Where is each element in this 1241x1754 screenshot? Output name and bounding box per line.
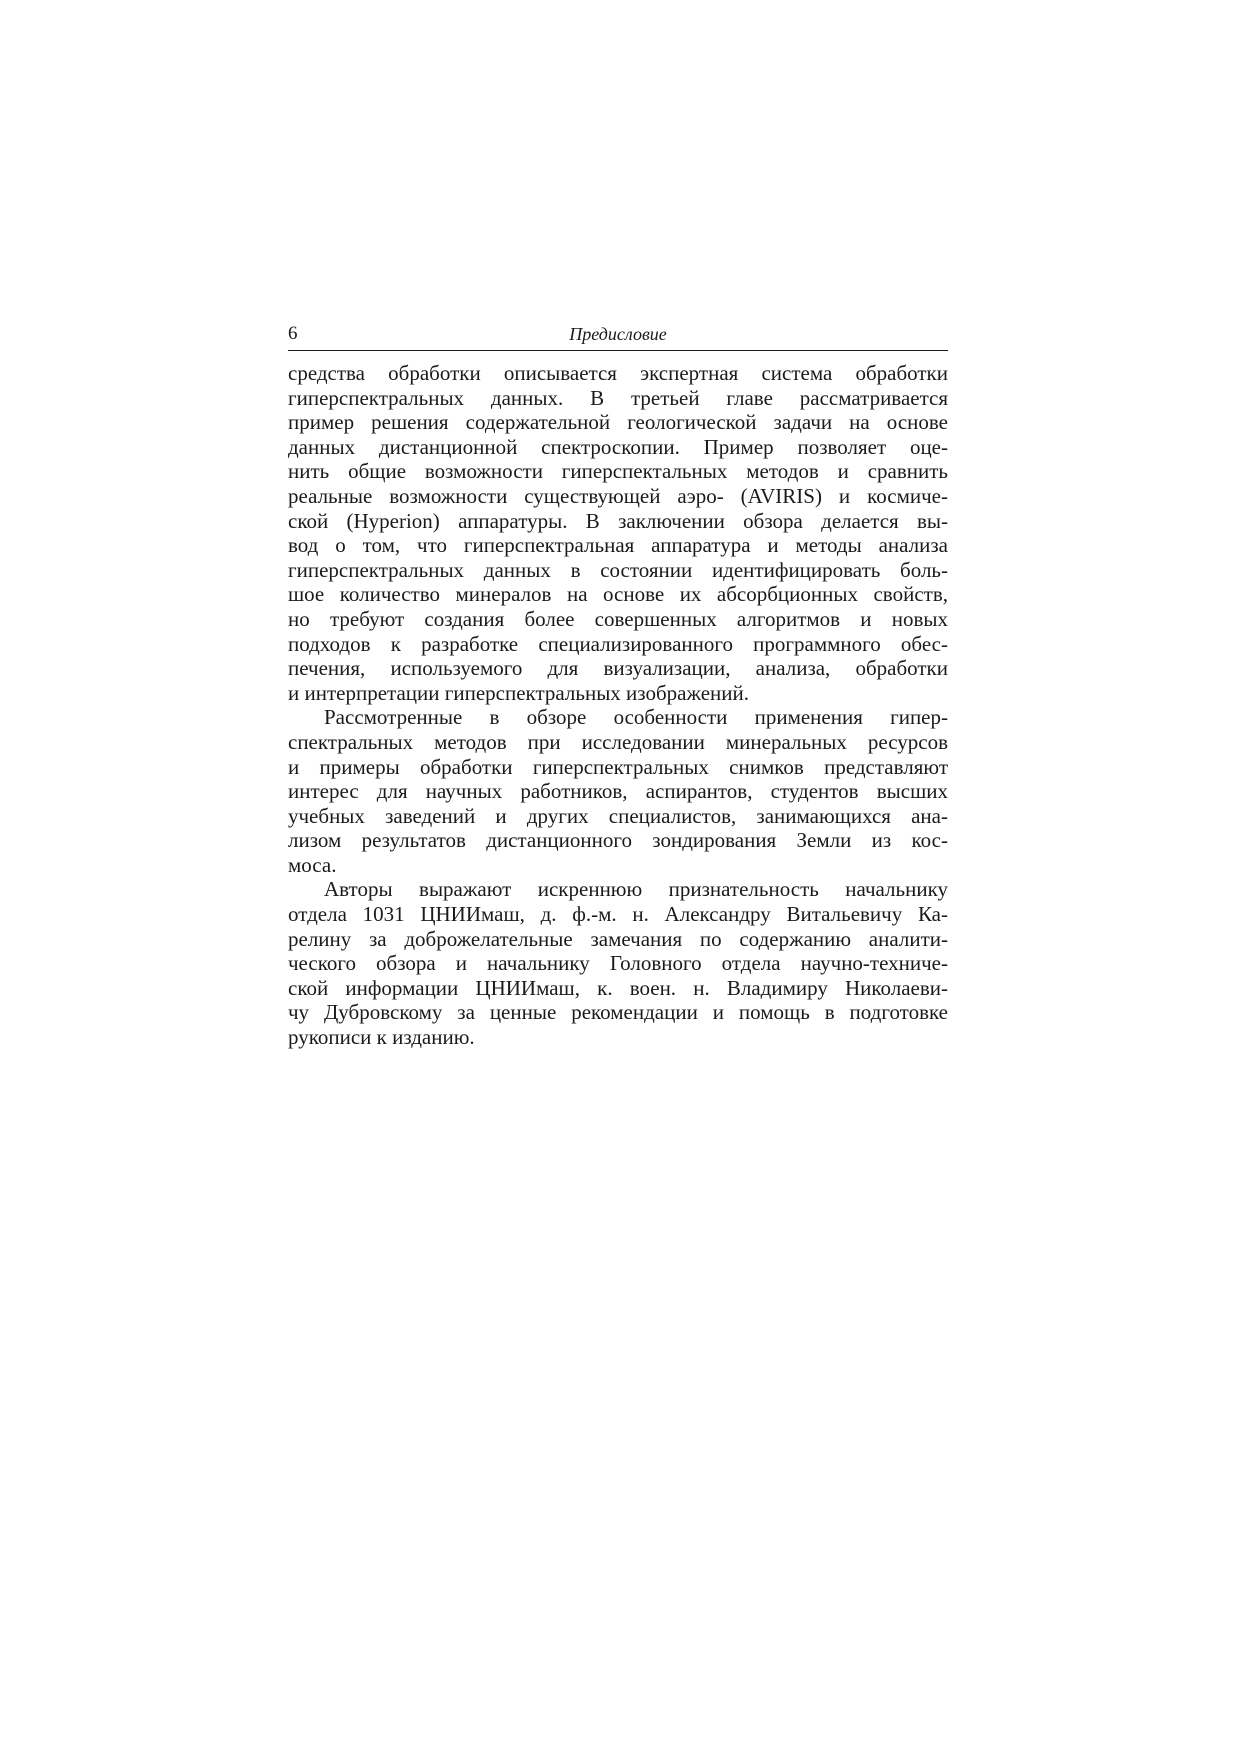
text-line: шое количество минералов на основе их абсорбционных свойств, [288, 582, 948, 607]
running-head [288, 322, 948, 351]
book-page [288, 322, 948, 1050]
text-line: ской информации ЦНИИмаш, к. воен. н. Владимиру Николаеви- [288, 975, 948, 1000]
text-line: моса. [288, 852, 337, 877]
text-line: чу Дубровскому за ценные рекомендации и помощь в подготовке [288, 1000, 948, 1025]
text-line: вод о том, что гиперспектральная аппаратура и методы анализа [288, 533, 948, 558]
text-line: нить общие возможности гиперспектальных методов и сравнить [288, 459, 948, 484]
text-line: печения, используемого для визуализации, анализа, обработки [288, 656, 948, 681]
text-line: ческого обзора и начальнику Головного отдела научно-техниче- [288, 951, 948, 976]
text-line: и интерпретации гиперспектральных изображений. [288, 680, 749, 705]
paragraph [288, 705, 948, 877]
text-line: и примеры обработки гиперспектральных снимков представляют [288, 754, 948, 779]
paragraph [288, 361, 948, 705]
text-line: Рассмотренные в обзоре особенности применения гипер- [324, 705, 948, 730]
page-number: 6 [288, 323, 298, 344]
text-line: спектральных методов при исследовании минеральных ресурсов [288, 729, 948, 754]
text-line: пример решения содержательной геологической задачи на основе [288, 410, 948, 435]
text-line: гиперспектральных данных в состоянии идентифицировать боль- [288, 557, 948, 582]
text-line: ской (Hyperion) аппаратуры. В заключении обзора делается вы- [288, 508, 948, 533]
text-line: интерес для научных работников, аспирантов, студентов высших [288, 779, 948, 804]
text-line: реальные возможности существующей аэро- (AVIRIS) и космиче- [288, 483, 948, 508]
running-title: Предисловие [569, 324, 667, 344]
text-line: средства обработки описывается экспертная система обработки [288, 361, 948, 385]
text-line: Авторы выражают искреннюю признательность начальнику [324, 877, 948, 902]
text-line: учебных заведений и других специалистов, занимающихся ана- [288, 803, 948, 828]
text-line: рукописи к изданию. [288, 1025, 475, 1050]
text-line: подходов к разработке специализированного программного обес- [288, 631, 948, 656]
body-text [288, 361, 948, 1050]
text-line: данных дистанционной спектроскопии. Пример позволяет оце- [288, 434, 948, 459]
text-line: гиперспектральных данных. В третьей главе рассматривается [288, 385, 948, 410]
text-line: отдела 1031 ЦНИИмаш, д. ф.-м. н. Александру Витальевичу Ка- [288, 902, 948, 927]
text-line: но требуют создания более совершенных алгоритмов и новых [288, 606, 948, 631]
text-line: лизом результатов дистанционного зондирования Земли из кос- [288, 828, 948, 853]
paragraph [288, 877, 948, 1049]
text-line: релину за доброжелательные замечания по содержанию аналити- [288, 926, 948, 951]
